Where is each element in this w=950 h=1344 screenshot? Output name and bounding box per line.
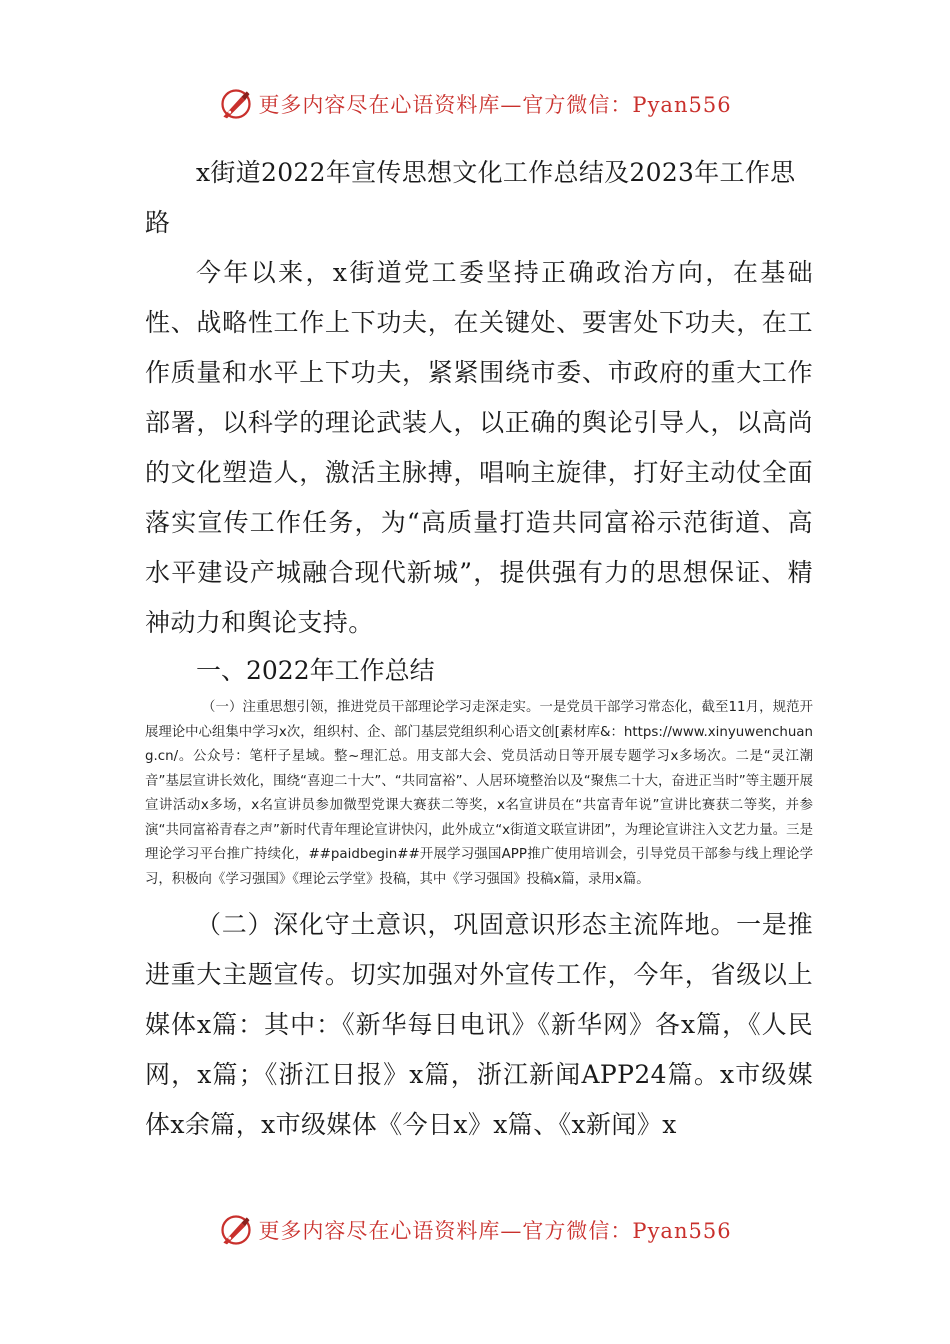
summary-item-1: （一）注重思想引领，推进党员干部理论学习走深走实。一是党员干部学习常态化，截至11月，规范开展理论中心组集中学习x次，组织村、企、部门基层党组织利心语文创[素材库&：https://www.xinyuwenchuang.cn/。公众号：笔杆子星域。整~理汇总。用支部大会、党员活动日等开展专题学习x多场次。二是“灵江潮音”基层宣讲长效化，围绕“喜迎二十大”、“共同富裕”、人居环境整治以及“聚焦二十大，奋进正当时”等主题开展宣讲活动x多场，x名宣讲员参加微型党课大赛获二等奖，x名宣讲员在“共富青年说”宣讲比赛获二等奖，并参演“共同富裕青春之声”新时代青年理论宣讲快闪，此外成立“x街道文联宣讲团”，为理论宣讲注入文艺力量。三是理论学习平台推广持续化，##paidbegin##开展学习强国APP推广使用培训会，引导党员干部参与线上理论学习，积极向《学习强国》《理论云学堂》投稿，其中《学习强国》投稿x篇，录用x篇。 [145, 700, 813, 887]
fountain-pen-logo-icon [218, 1212, 254, 1248]
header-watermark-banner [0, 84, 950, 124]
document-title: x街道2022年宣传思想文化工作总结及2023年工作思路 [145, 158, 796, 237]
watermark-text: 更多内容尽在心语资料库—官方微信：Pyan556 [258, 1219, 732, 1243]
document-body [145, 148, 813, 1150]
intro-paragraph: 今年以来，x街道党工委坚持正确政治方向，在基础性、战略性工作上下功夫，在关键处、要害处下功夫，在工作质量和水平上下功夫，紧紧围绕市委、市政府的重大工作部署，以科学的理论武装人，以正确的舆论引导人，以高尚的文化塑造人，激活主脉搏，唱响主旋律，打好主动仗全面落实宣传工作任务，为“高质量打造共同富裕示范街道、高水平建设产城融合现代新城”，提供强有力的思想保证、精神动力和舆论支持。 [145, 258, 813, 637]
section-heading: 一、2022年工作总结 [196, 656, 435, 685]
summary-item-2: （二）深化守土意识，巩固意识形态主流阵地。一是推进重大主题宣传。切实加强对外宣传工作，今年，省级以上媒体x篇：其中：《新华每日电讯》《新华网》各x篇，《人民网，x篇；《浙江日报》x篇，浙江新闻APP24篇。x市级媒体x余篇，x市级媒体《今日x》x篇、《x新闻》x [145, 910, 813, 1139]
footer-watermark-banner [0, 1210, 950, 1250]
fountain-pen-logo-icon [218, 86, 254, 122]
watermark-text: 更多内容尽在心语资料库—官方微信：Pyan556 [258, 93, 732, 117]
